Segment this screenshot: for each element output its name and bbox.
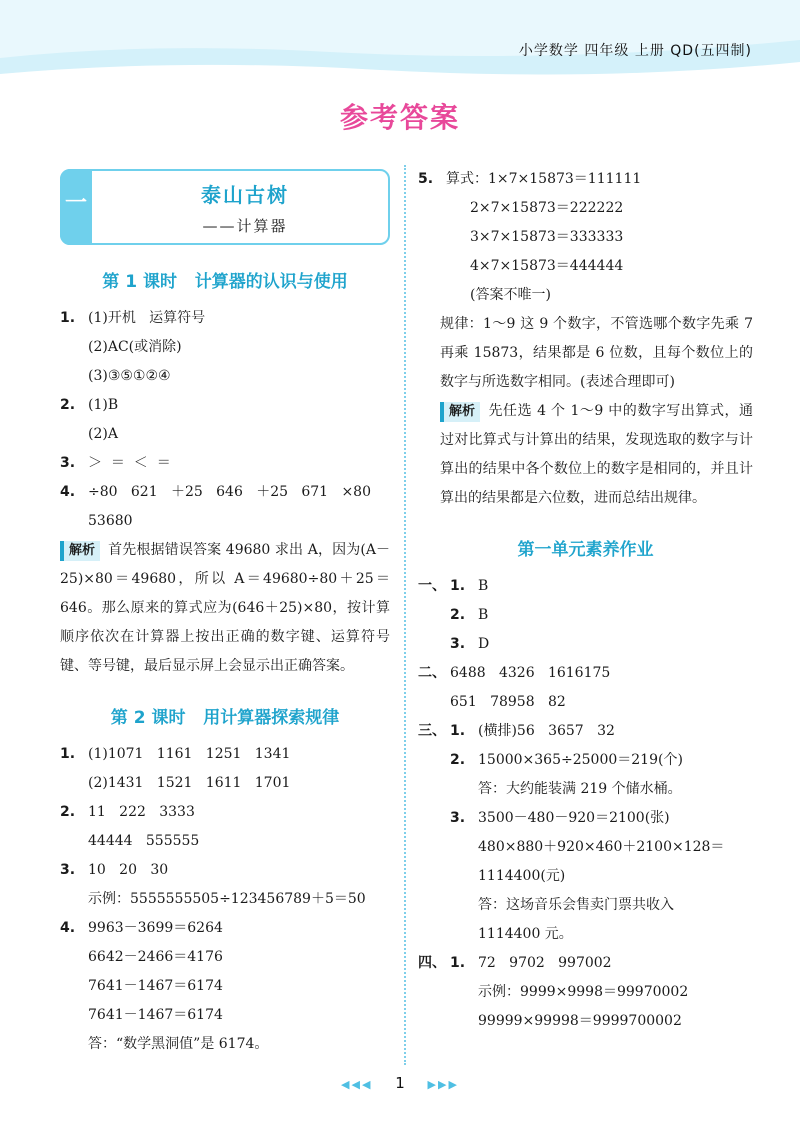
answer-row: 2. 11 222 3333	[60, 798, 390, 827]
book-info: 小学数学 四年级 上册 QD(五四制)	[518, 43, 752, 59]
answer-row: (2)A	[88, 426, 118, 442]
answer-row: 7641－1467＝6174	[88, 978, 223, 994]
question-number: 3.	[450, 810, 466, 826]
rule-paragraph: 规律：1～9 这 9 个数字，不管选哪个数字先乘 7 再乘 15873，结果都是 6 位数，且每个数位上的数字与所选数字相同。(表述合理即可)	[440, 316, 753, 390]
answer-row: 3. 10 20 30	[60, 856, 390, 885]
unit-name: 泰山古树	[201, 183, 289, 207]
answer-row: 480×880＋920×460＋2100×128＝	[478, 839, 725, 855]
answer-row: 二、 6488 4326 1616175	[418, 659, 753, 688]
answer-row: 99999×99998＝9999700002	[478, 1013, 682, 1029]
answer-row: 答：这场音乐会售卖门票共收入	[478, 897, 674, 913]
right-arrows-icon: ▶▶▶	[427, 1078, 459, 1091]
answer-row: 示例：5555555505÷123456789＋5＝50	[88, 891, 366, 907]
answer-row: 1. (1)1071 1161 1251 1341	[60, 740, 390, 769]
unit-header	[60, 169, 390, 245]
question-number: 3.	[60, 862, 76, 878]
unit-subtitle: ——计算器	[202, 217, 288, 235]
section-number: 四、	[418, 955, 446, 971]
answer-row: 53680	[88, 513, 133, 529]
unit-number: 一	[60, 169, 92, 245]
left-arrows-icon: ◀◀◀	[341, 1078, 373, 1091]
question-number: 1.	[450, 578, 466, 594]
section-number: 一、	[418, 578, 446, 594]
answer-row: 三、 1. (横排)56 3657 32	[418, 717, 753, 746]
answer-row: 2. B	[418, 601, 753, 630]
answer-row: (2)AC(或消除)	[88, 339, 182, 355]
unit-homework-title: 第一单元素养作业	[517, 540, 654, 560]
question-number: 3.	[450, 636, 466, 652]
answer-row: (3)③⑤①②④	[88, 368, 171, 384]
answer-row: (答案不唯一)	[470, 287, 551, 303]
question-number: 2.	[450, 752, 466, 768]
question-number: 1.	[450, 955, 466, 971]
answer-row: 示例：9999×9998＝99970002	[478, 984, 689, 1000]
question-number: 1.	[60, 746, 76, 762]
answer-row: 一、 1. B	[418, 572, 753, 601]
answer-row: 7641－1467＝6174	[88, 1007, 223, 1023]
page-number: 1	[395, 1074, 405, 1092]
analysis-tag: 解析	[60, 541, 100, 561]
question-number: 4.	[60, 484, 76, 500]
analysis-block: 解析 首先根据错误答案 49680 求出 A，因为(A－25)×80＝49680，所以 A＝49680÷80＋25＝646。那么原来的算式应为(646＋25)×80，按计算顺序依次在计算器上按出正确的数字键、运算符号键、等号键，最后显示屏上会显示出正确答案。	[60, 542, 390, 674]
question-number: 2.	[60, 397, 76, 413]
page-footer	[0, 1074, 800, 1092]
page-title: 参考答案	[339, 101, 460, 134]
question-number: 3.	[60, 455, 76, 471]
question-number: 5.	[418, 171, 434, 187]
lesson-2-title: 第 2 课时 用计算器探索规律	[110, 708, 340, 728]
left-column	[60, 165, 390, 1059]
answer-row: 答：大约能装满 219 个储水桶。	[478, 781, 682, 797]
section-number: 二、	[418, 665, 446, 681]
answer-row: 4×7×15873＝444444	[470, 258, 624, 274]
answer-row: 3. D	[418, 630, 753, 659]
answer-row: 44444 555555	[88, 833, 200, 849]
answer-row: 1. (1)开机 运算符号	[60, 304, 390, 333]
answer-row: 2. (1)B	[60, 391, 390, 420]
answer-row: 2. 15000×365÷25000＝219(个)	[418, 746, 753, 775]
answer-row: 5. 算式：1×7×15873＝111111	[418, 165, 753, 194]
question-number: 2.	[450, 607, 466, 623]
answer-row: 3. 3500－480－920＝2100(张)	[418, 804, 753, 833]
column-divider	[404, 165, 406, 1065]
answer-row: 651 78958 82	[450, 694, 566, 710]
answer-row: 2×7×15873＝222222	[470, 200, 624, 216]
answer-row: (2)1431 1521 1611 1701	[88, 775, 291, 791]
right-column	[418, 165, 753, 1036]
answer-row: 3×7×15873＝333333	[470, 229, 624, 245]
answer-row: 4. ÷80 621 ＋25 646 ＋25 671 ×80	[60, 478, 390, 507]
question-number: 4.	[60, 920, 76, 936]
analysis-tag: 解析	[440, 402, 480, 422]
analysis-block: 解析 先任选 4 个 1～9 中的数字写出算式，通过对比算式与计算出的结果，发现选取的数字与计算出的结果中各个数位上的数字是相同的，并且计算出的结果都是六位数，进而总结出规律。	[440, 403, 753, 506]
answer-row: 四、 1. 72 9702 997002	[418, 949, 753, 978]
answer-row: 6642－2466＝4176	[88, 949, 223, 965]
answer-row: 1114400(元)	[478, 868, 566, 884]
question-number: 1.	[450, 723, 466, 739]
answer-row: 4. 9963－3699＝6264	[60, 914, 390, 943]
answer-row: 1114400 元。	[478, 926, 573, 942]
answer-row: 答：“数学黑洞值”是 6174。	[88, 1036, 269, 1052]
lesson-1-title: 第 1 课时 计算器的认识与使用	[102, 272, 348, 292]
question-number: 1.	[60, 310, 76, 326]
answer-row: 3. ＞ ＝ ＜ ＝	[60, 449, 390, 478]
question-number: 2.	[60, 804, 76, 820]
section-number: 三、	[418, 723, 446, 739]
